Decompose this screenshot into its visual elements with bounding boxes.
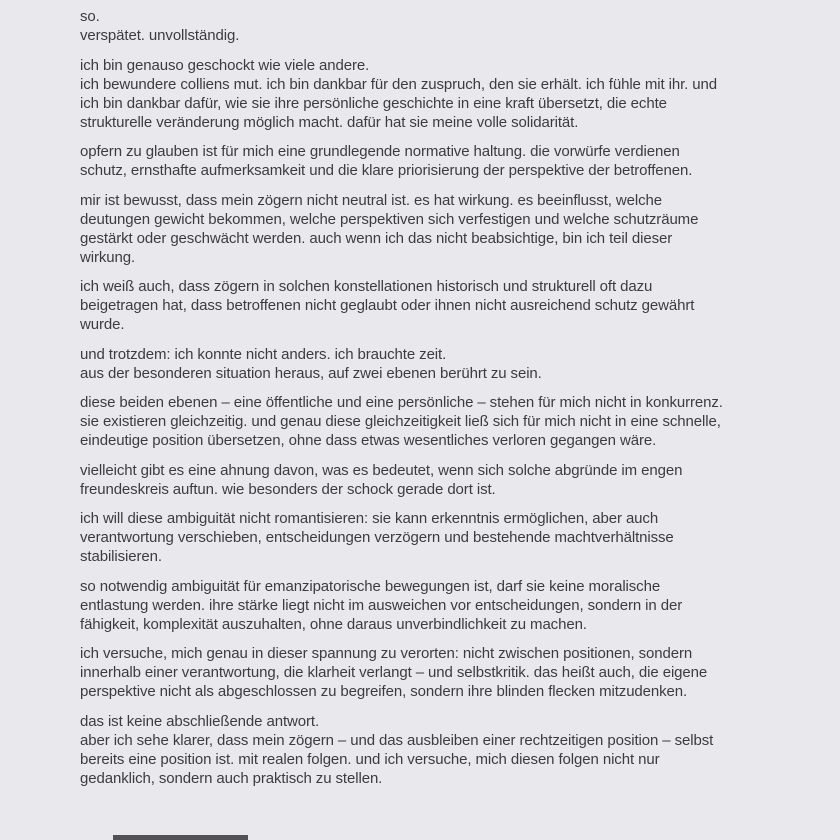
text-line: verspätet. unvollständig. [80,27,240,44]
text-line: gestärkt oder geschwächt werden. auch wenn ich das nicht beabsichtige, bin ich teil dieser [80,229,673,247]
text-line: sie existieren gleichzeitig. und genau diese gleichzeitigkeit ließ sich für mich nicht in eine schnelle, [80,413,721,430]
text-line: innerhalb einer verantwortung, die klarheit verlangt – und selbstkritik. das heißt auch, die eigene [80,664,708,681]
text-line: ich weiß auch, dass zögern in solchen konstellationen historisch und strukturell oft dazu [80,278,653,295]
text-line: beigetragen hat, dass betroffenen nicht geglaubt oder ihnen nicht ausreichend schutz gewährt [80,297,695,314]
paragraph [80,277,818,334]
truncated-next-line-fragment [113,835,248,840]
text-line: wurde. [80,316,125,333]
paragraph [80,142,818,180]
text-line: ich will diese ambiguität nicht romantisieren: sie kann erkenntnis ermöglichen, aber auch [80,510,659,527]
text-line: aber ich sehe klarer, dass mein zögern – und das ausbleiben einer rechtzeitigen position – selbst [80,731,714,749]
paragraph [80,393,818,450]
text-line: entlastung werden. ihre stärke liegt nicht im ausweichen vor entscheidungen, sondern in der [80,596,683,614]
text-line: strukturelle veränderung möglich macht. dafür hat sie meine volle solidarität. [80,113,579,131]
text-line: wirkung. [80,248,136,266]
paragraph [80,56,818,132]
paragraph [80,191,818,267]
text-line: ich bewundere colliens mut. ich bin dankbar für den zuspruch, den sie erhält. ich fühle mit ihr. und [80,75,718,93]
text-line: bereits eine position ist. mit realen folgen. und ich versuche, mich diesen folgen nicht nur [80,750,660,768]
paragraph [80,345,818,383]
text-line: und trotzdem: ich konnte nicht anders. ich brauchte zeit. [80,345,447,363]
text-line: gedanklich, sondern auch praktisch zu stellen. [80,769,383,787]
text-line: ich bin dankbar dafür, wie sie ihre persönliche geschichte in eine kraft übersetzt, die echte [80,94,667,112]
text-line: schutz, ernsthafte aufmerksamkeit und die klare priorisierung der perspektive der betroffenen. [80,162,693,179]
text-line: opfern zu glauben ist für mich eine grundlegende normative haltung. die vorwürfe verdienen [80,143,680,160]
paragraph [80,577,818,634]
text-line: vielleicht gibt es eine ahnung davon, was es bedeutet, wenn sich solche abgründe im engen [80,461,683,479]
paragraph [80,509,818,566]
text-line: verantwortung verschieben, entscheidungen verzögern und bestehende machtverhältnisse [80,529,674,546]
text-line: mir ist bewusst, dass mein zögern nicht neutral ist. es hat wirkung. es beeinflusst, welche [80,191,663,209]
text-line: so notwendig ambiguität für emanzipatorische bewegungen ist, darf sie keine moralische [80,577,661,595]
paragraph [80,644,818,701]
text-line: freundeskreis auftun. wie besonders der schock gerade dort ist. [80,480,496,498]
paragraph [80,7,818,45]
paragraph [80,712,818,788]
text-line: das ist keine abschließende antwort. [80,712,320,730]
text-line: aus der besonderen situation heraus, auf zwei ebenen berührt zu sein. [80,364,542,382]
text-line: eindeutige position übersetzen, ohne dass etwas wesentliches verloren gegangen wäre. [80,432,657,449]
text-line: perspektive nicht als abgeschlossen zu begreifen, sondern ihre blinden flecken mitzudenken. [80,683,688,700]
text-line: ich bin genauso geschockt wie viele andere. [80,56,370,74]
text-line: ich versuche, mich genau in dieser spannung zu verorten: nicht zwischen positionen, sondern [80,645,693,662]
text-line: fähigkeit, komplexität auszuhalten, ohne daraus unverbindlichkeit zu machen. [80,615,587,633]
text-line: diese beiden ebenen – eine öffentliche und eine persönliche – stehen für mich nicht in konkurrenz. [80,394,723,411]
text-line: stabilisieren. [80,548,162,565]
text-line: so. [80,8,100,25]
text-line: deutungen gewicht bekommen, welche perspektiven sich verfestigen und welche schutzräume [80,210,699,228]
paragraph [80,461,818,499]
statement-text-body [80,7,818,798]
